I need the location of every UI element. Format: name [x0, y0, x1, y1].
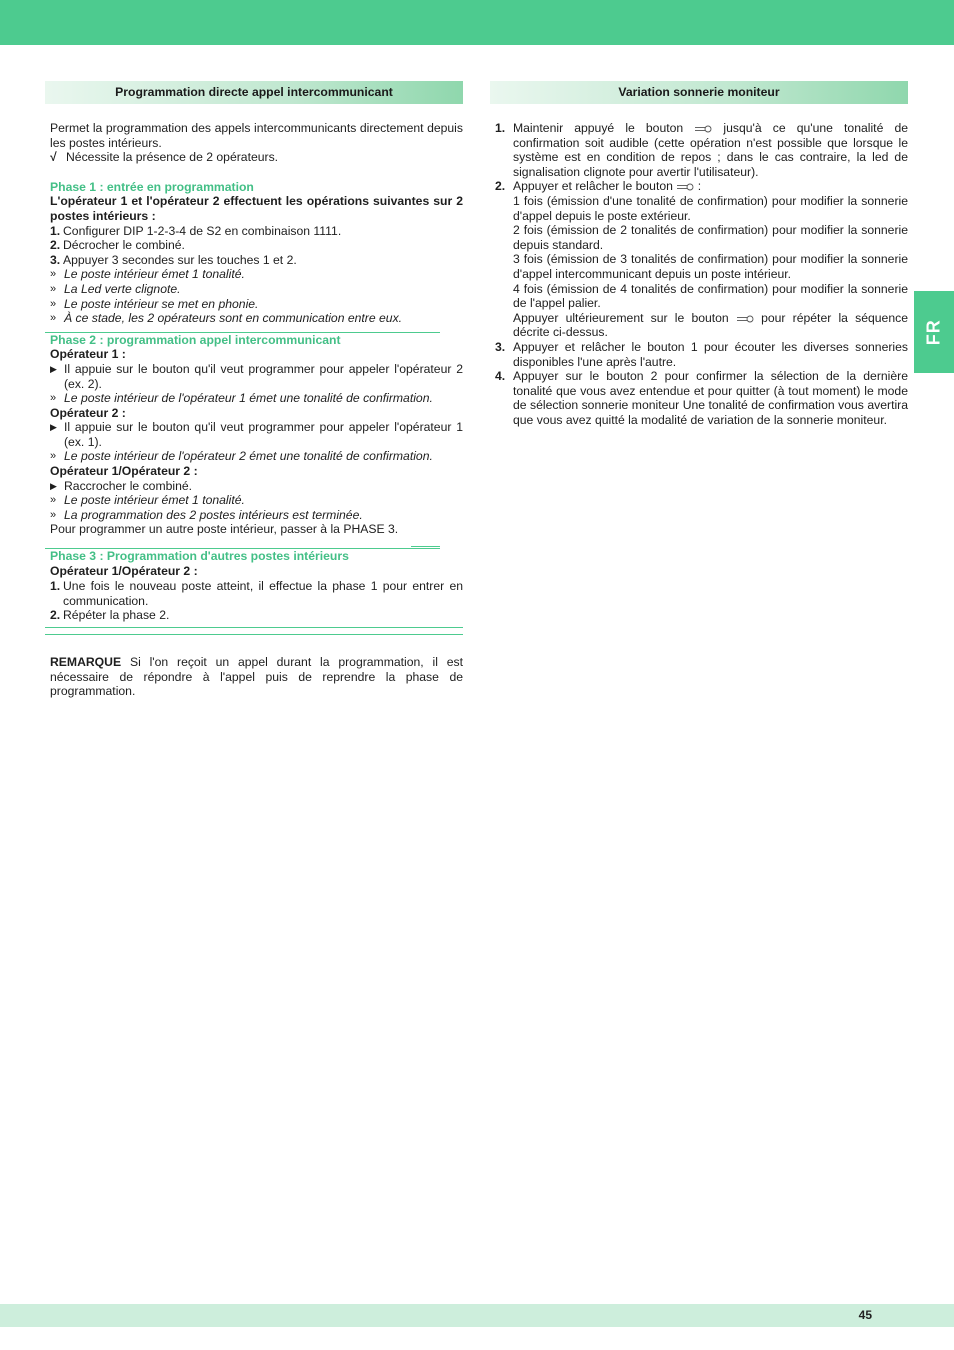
note-text: Le poste intérieur de l'opérateur 1 émet une tonalité de confirmation.	[64, 391, 433, 406]
section-title: Programmation directe appel intercommunicant	[115, 85, 393, 100]
section-heading-left	[45, 81, 463, 104]
note-item	[50, 391, 463, 406]
list-item	[495, 179, 908, 340]
note-text: À ce stade, les 2 opérateurs sont en communication entre eux.	[64, 311, 403, 326]
double-chevron-icon: »	[50, 297, 57, 310]
list-item	[50, 608, 463, 623]
key-icon	[676, 183, 694, 191]
step-number: 1.	[495, 121, 506, 135]
note-text: Le poste intérieur émet 1 tonalité.	[64, 493, 245, 508]
step1-text-b: jusqu'à ce qu'une tonalité de confirmation soit audible (cette opération n'est possible que lorsque le système est en condition de repos ; dans le cas contraire, la led de signalisation clignote pour avertir l'utilisateur).	[513, 121, 909, 179]
step-text: Appuyer et relâcher le bouton 1 pour écouter les diverses sonneries disponibles l'une après l'autre.	[513, 339, 908, 369]
step-text	[513, 179, 908, 340]
right-column	[490, 81, 908, 427]
triangle-bullet-icon: ▶	[50, 363, 57, 374]
list-item	[495, 340, 908, 369]
step-text: Configurer DIP 1-2-3-4 de S2 en combinaison 1111.	[63, 223, 342, 238]
step-number: 3.	[50, 252, 61, 267]
section-heading-right	[490, 81, 908, 104]
step2-option: 2 fois (émission de 2 tonalités de confirmation) pour modifier la sonnerie depuis standard.	[513, 223, 908, 252]
language-tab-label: FR	[923, 319, 944, 345]
remark-text: Si l'on reçoit un appel durant la programmation, il est nécessaire de répondre à l'appel puis de reprendre la phase de programmation.	[50, 655, 463, 699]
action-text: Raccrocher le combiné.	[64, 478, 193, 493]
double-chevron-icon: »	[50, 268, 57, 281]
step-text	[513, 121, 908, 179]
check-icon: √	[50, 150, 57, 165]
step-number: 2.	[50, 238, 61, 253]
step-text: Appuyer sur le bouton 2 pour confirmer la sélection de la dernière tonalité que vous avez entendue et pour quitter (à tout moment) le mode de sélection sonnerie moniteur Une tonalité de confirmation vous avertira que vous avez quitté la modalité de variation de la sonnerie moniteur.	[513, 369, 908, 427]
step-text: Appuyer 3 secondes sur les touches 1 et 2.	[63, 252, 297, 267]
list-item	[50, 579, 463, 608]
note-text: La programmation des 2 postes intérieurs est terminée.	[64, 507, 363, 522]
step-number: 2.	[50, 608, 61, 623]
action-item	[50, 362, 463, 391]
phase1-title: Phase 1 : entrée en programmation	[50, 179, 254, 194]
double-divider	[45, 627, 463, 635]
note-item	[50, 449, 463, 464]
step2-option: 4 fois (émission de 4 tonalités de confirmation) pour modifier la sonnerie de l'appel palier.	[513, 281, 908, 311]
step-text: Une fois le nouveau poste atteint, il effectue la phase 1 pour entrer en communication.	[63, 579, 463, 608]
page-number: 45	[858, 1308, 872, 1322]
phase3-label: Opérateur 1/Opérateur 2 :	[50, 563, 198, 578]
list-item	[50, 224, 463, 239]
remark-label: REMARQUE	[50, 655, 122, 669]
note-text: Le poste intérieur se met en phonie.	[64, 296, 259, 311]
phase3-title: Phase 3 : Programmation d'autres postes intérieurs	[50, 549, 349, 564]
both-operators-label: Opérateur 1/Opérateur 2 :	[50, 464, 198, 479]
step-number: 1.	[50, 579, 61, 594]
action-item	[50, 420, 463, 449]
triangle-bullet-icon: ▶	[50, 480, 57, 491]
step-text: Répéter la phase 2.	[63, 608, 170, 623]
divider	[45, 546, 463, 549]
triangle-bullet-icon: ▶	[50, 422, 57, 433]
step-number: 3.	[495, 339, 506, 354]
operator2-label: Opérateur 2 :	[50, 405, 126, 420]
note-text: Le poste intérieur de l'opérateur 2 émet une tonalité de confirmation.	[64, 449, 433, 464]
note-item	[50, 282, 463, 297]
list-item	[495, 121, 908, 179]
step2-repeat-a: Appuyer ultérieurement sur le bouton	[513, 310, 729, 325]
note-item	[50, 508, 463, 523]
double-chevron-icon: »	[50, 282, 57, 295]
step2-option: 1 fois (émission d'une tonalité de confirmation) pour modifier la sonnerie d'appel depuis le poste extérieur.	[513, 193, 908, 223]
step-text: Décrocher le combiné.	[63, 238, 185, 253]
step2-repeat-b: pour répéter la séquence décrite ci-dessus.	[513, 310, 908, 340]
note-text: La Led verte clignote.	[64, 281, 181, 296]
phase2-closing: Pour programmer un autre poste intérieur, passer à la PHASE 3.	[50, 522, 399, 537]
phase1-lead: L'opérateur 1 et l'opérateur 2 effectuent les opérations suivantes sur 2 postes intérieurs :	[50, 194, 463, 223]
step2-repeat	[513, 311, 908, 340]
step-number: 4.	[495, 369, 506, 384]
step1-text-a: Maintenir appuyé le bouton	[513, 121, 684, 135]
list-item	[495, 369, 908, 427]
key-icon	[736, 315, 754, 323]
step2-text-a: Appuyer et relâcher le bouton	[513, 179, 673, 194]
check-note	[50, 150, 463, 165]
note-item	[50, 493, 463, 508]
list-item	[50, 253, 463, 268]
action-text: Il appuie sur le bouton qu'il veut programmer pour appeler l'opérateur 1 (ex. 1).	[64, 420, 463, 449]
top-color-bar	[0, 0, 954, 45]
phase2-title: Phase 2 : programmation appel intercommunicant	[50, 332, 341, 347]
intro-paragraph: Permet la programmation des appels intercommunicants directement depuis les postes intérieurs.	[50, 121, 463, 150]
double-chevron-icon: »	[50, 494, 57, 507]
step2-text-b: :	[697, 179, 702, 194]
key-icon	[694, 125, 712, 133]
section-title: Variation sonnerie moniteur	[618, 85, 780, 100]
action-item	[50, 479, 463, 494]
double-chevron-icon: »	[50, 392, 57, 405]
action-text: Il appuie sur le bouton qu'il veut programmer pour appeler l'opérateur 2 (ex. 2).	[64, 361, 463, 391]
remark-paragraph	[50, 655, 463, 699]
bottom-color-bar	[0, 1304, 954, 1327]
list-item	[50, 238, 463, 253]
note-item	[50, 297, 463, 312]
step-number: 1.	[50, 223, 61, 238]
step-number: 2.	[495, 179, 506, 194]
operator1-label: Opérateur 1 :	[50, 347, 126, 362]
note-text: Le poste intérieur émet 1 tonalité.	[64, 267, 245, 282]
double-chevron-icon: »	[50, 450, 57, 463]
note-item	[50, 311, 463, 326]
left-column	[45, 81, 463, 699]
language-tab	[914, 291, 954, 373]
note-item	[50, 267, 463, 282]
double-chevron-icon: »	[50, 508, 57, 521]
check-note-text: Nécessite la présence de 2 opérateurs.	[66, 150, 279, 165]
step2-option: 3 fois (émission de 3 tonalités de confirmation) pour modifier la sonnerie d'appel intercommunicant depuis un poste intérieur.	[513, 252, 908, 281]
double-chevron-icon: »	[50, 312, 57, 325]
